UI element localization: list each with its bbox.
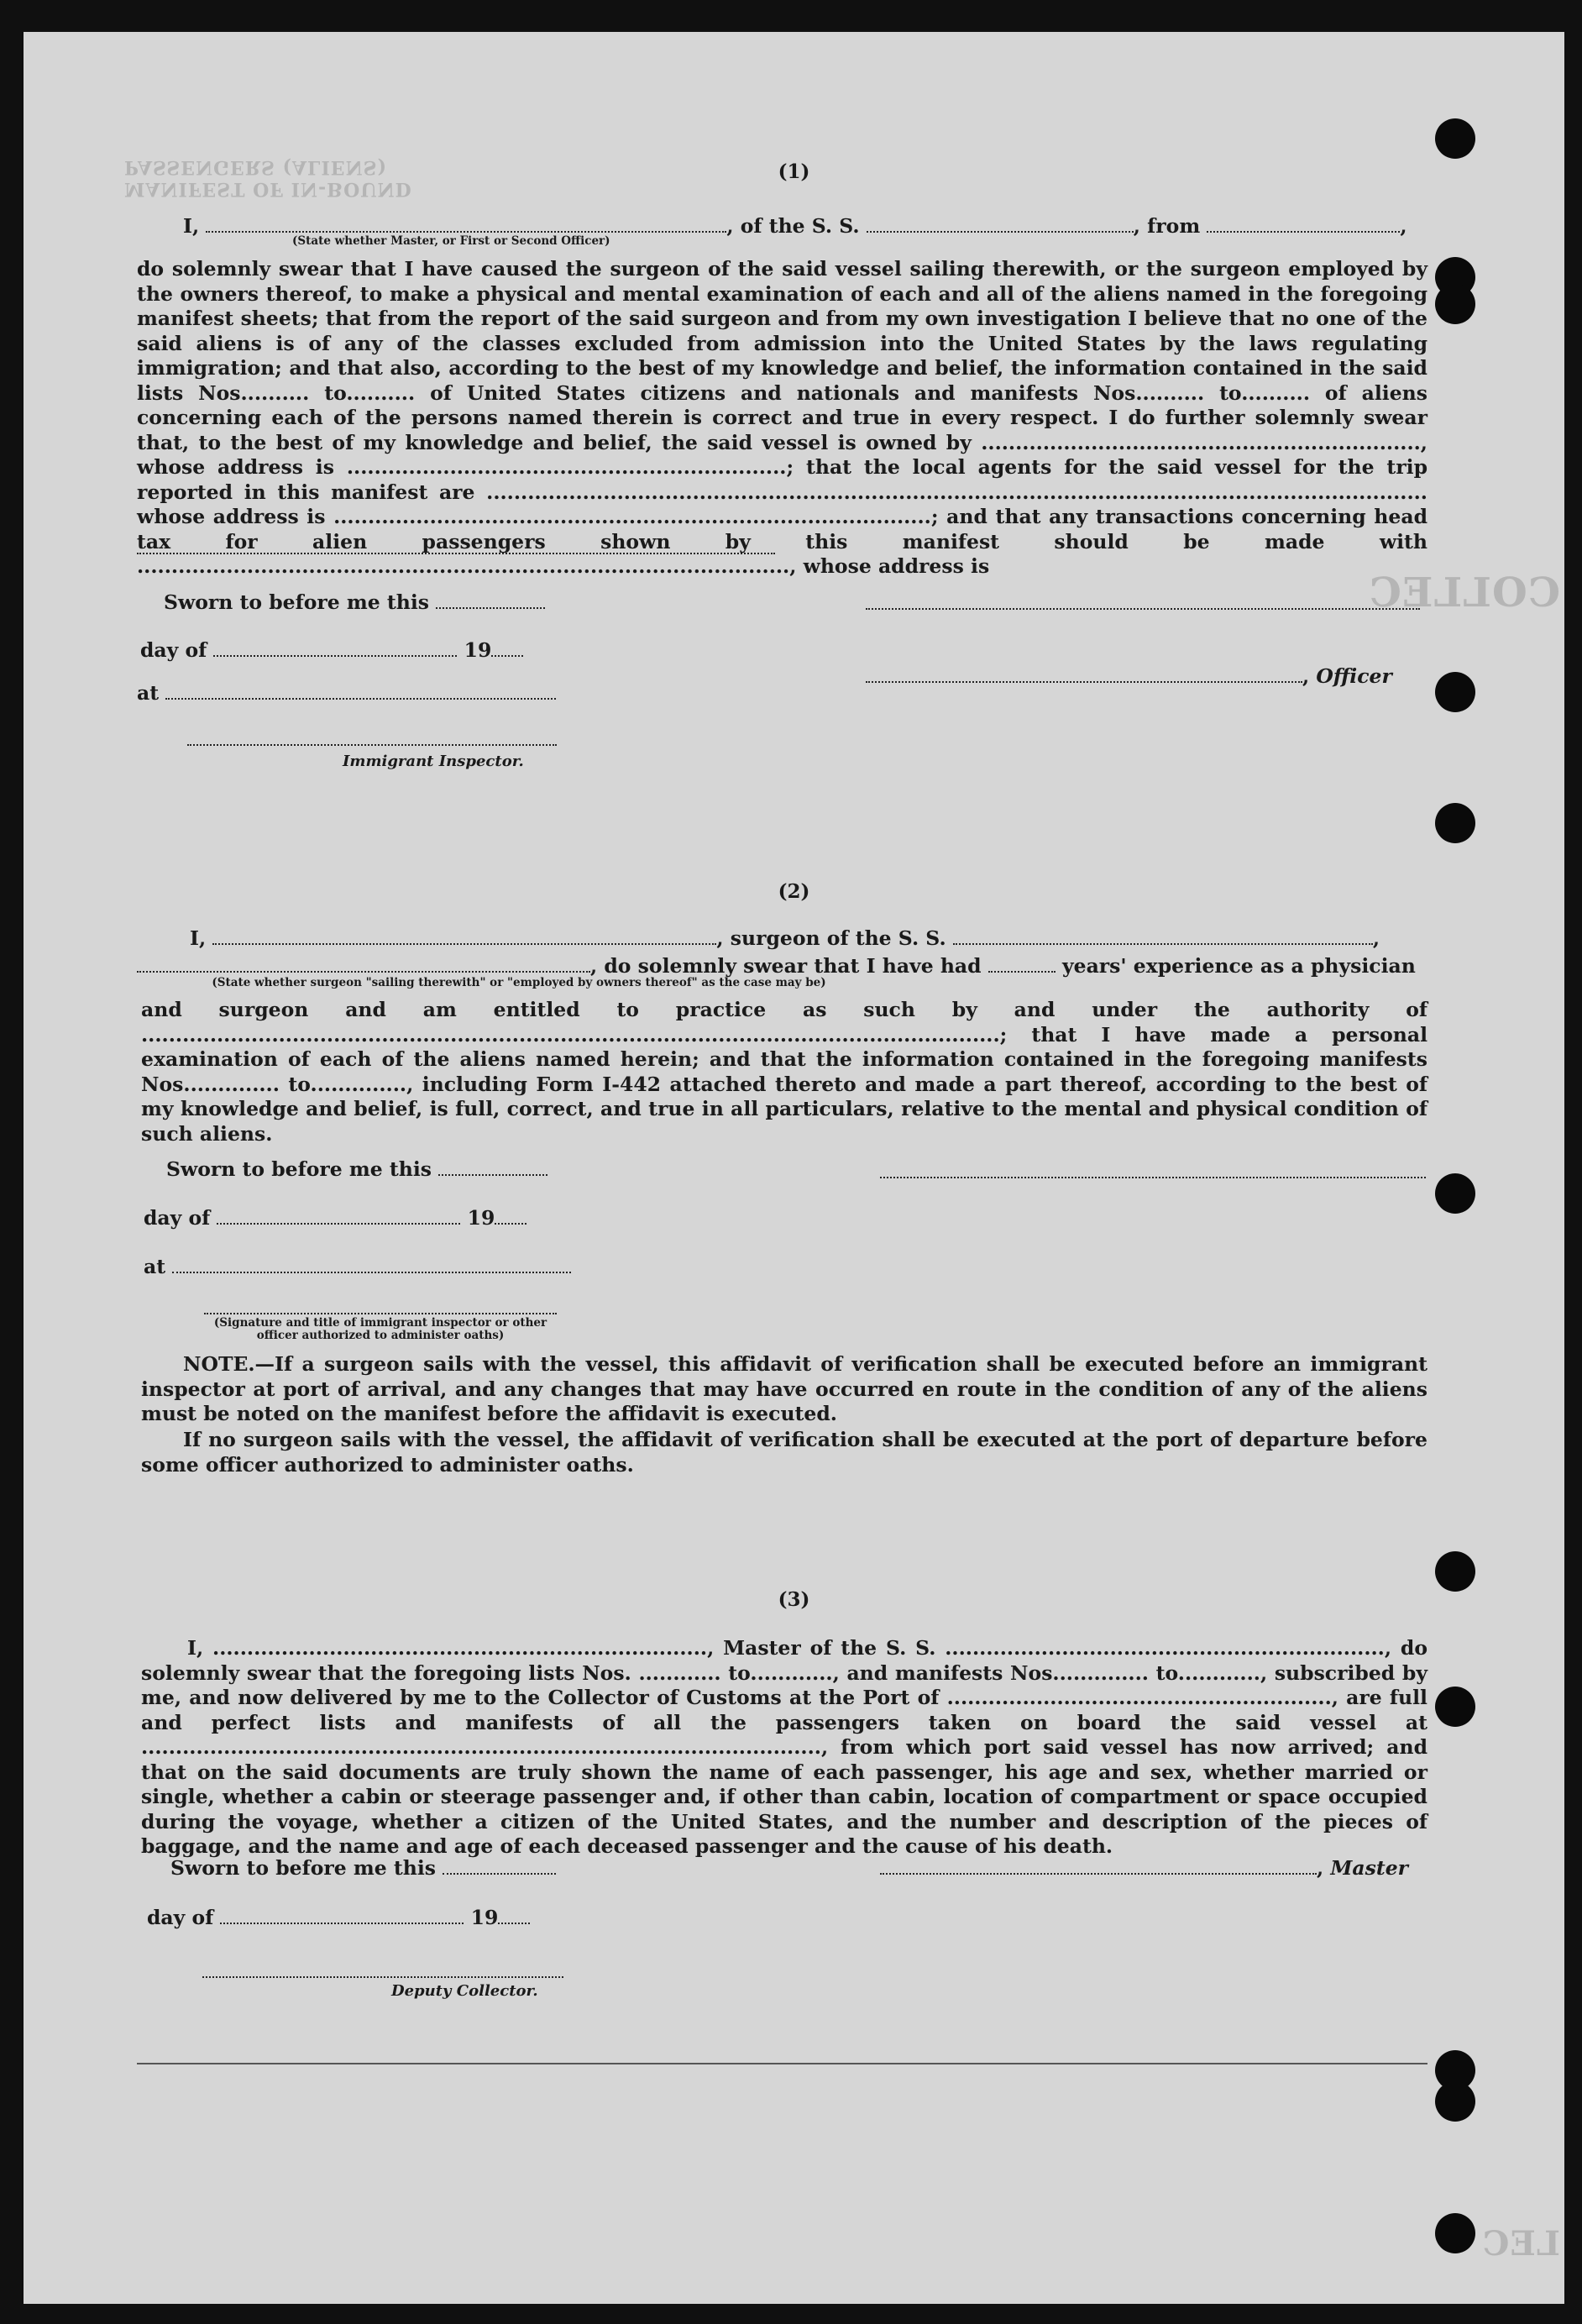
punch-hole <box>1435 1687 1475 1727</box>
section-1-number: (1) <box>778 160 810 183</box>
note-text: —If a surgeon sails with the vessel, this affidavit of verification shall be executed before an immigrant inspector at port of arrival, and any changes that may have occurred en route in the condition of any of the aliens must be noted on the manifest before the affidavit is executed. <box>141 1352 1427 1425</box>
sworn-day-field-3[interactable] <box>443 1858 556 1875</box>
collector-signature-line[interactable] <box>202 1976 563 1978</box>
section-1-officer: , Officer <box>866 664 1392 688</box>
section-2-sig-caption: (Signature and title of immigrant inspector or other officer authorized to administer oaths) <box>213 1316 547 1342</box>
section-2-sworn: Sworn to before me this <box>166 1157 547 1181</box>
years-experience-field[interactable] <box>988 956 1056 973</box>
punch-hole <box>1435 2081 1475 2122</box>
section-1-at: at <box>137 681 556 705</box>
day-of-field-2[interactable] <box>217 1208 460 1225</box>
section-2-number: (2) <box>778 880 810 903</box>
inspector-signature-line[interactable] <box>187 744 557 746</box>
vessel-name-field-2[interactable] <box>953 928 1373 945</box>
form-page <box>24 32 1564 2304</box>
section-1-rank-caption: (State whether Master, or First or Second Officer) <box>292 234 610 248</box>
year-field-3[interactable] <box>498 1907 530 1924</box>
section-2-note2: If no surgeon sails with the vessel, the affidavit of verification shall be executed at the port of departure before some officer authorized to administer oaths. <box>141 1428 1427 1477</box>
section-3-number: (3) <box>778 1588 810 1611</box>
section-1-from: from <box>1147 214 1201 238</box>
section-2-line1: I, , surgeon of the S. S. , <box>190 926 1380 950</box>
section-3-sworn: Sworn to before me this <box>170 1856 556 1880</box>
year-field-2[interactable] <box>495 1208 526 1225</box>
from-port-field[interactable] <box>1207 216 1400 233</box>
section-2-body: and surgeon and am entitled to practice as such by and under the authority of .............................................................................................................................; that I have made a personal examination of each of the aliens named herein; and that the information contained in the foregoing manifests Nos.............. to.............., including Form I-442 attached thereto and made a part thereof, according to the best of my knowledge and belief, is full, correct, and true in all particulars, relative to the mental and physical condition of such aliens. <box>141 998 1427 1146</box>
inspector-signature-line-2[interactable] <box>204 1313 557 1314</box>
punch-hole <box>1435 2213 1475 2253</box>
surgeon-name-field[interactable] <box>212 928 716 945</box>
surgeon-signature-line[interactable] <box>880 1177 1426 1178</box>
section-3-body: I, ........................................................................, Master of the S. S. ................................................................, do solemnly swear that the foregoing lists Nos. ............ to............, and manifests Nos.............. to............, subscribed by me, and now delivered by me to the Collector of Customs at the Port of ........................................................, are full and perfect lists and manifests of all the passengers taken on board the said vessel at ..................................................................................................., from which port said vessel has now arrived; and that on the said documents are truly shown the name of each passenger, his age and sex, whether married or single, whether a cabin or steerage passenger and, if other than cabin, location of compartment or space occupied during the voyage, whether a citizen of the United States, and the number and description of the pieces of baggage, and the name and age of each deceased passenger and the cause of his death. <box>141 1636 1427 1858</box>
section-2-day-of: day of 19 <box>144 1206 526 1230</box>
officer-signature-line-1[interactable] <box>866 608 1420 610</box>
note-label: NOTE. <box>183 1352 255 1376</box>
day-of-field[interactable] <box>213 640 457 657</box>
punch-hole <box>1435 1551 1475 1592</box>
section-1-body: do solemnly swear that I have caused the surgeon of the said vessel sailing therewith, or the surgeon employed by the owners thereof, to make a physical and mental examination of each and all of the aliens named in the foregoing manifest sheets; that from the report of the said surgeon and from my own investigation I believe that no one of the said aliens is of any of the classes excluded from admission into the United States by the laws regulating immigration; and that also, according to the best of my knowledge and belief, the information contained in the said lists Nos.......... to.......... of United States citizens and nationals and manifests Nos.......... to.......... of aliens concerning each of the persons named therein is correct and true in every respect. I do further solemnly swear that, to the best of my knowledge and belief, the said vessel is owned by ................................................................, whose address is ................................................................; that the local agents for the said vessel for the trip reported in this manifest are ......................................................................................................................................... whose address is .......................................................................................; and that any transactions concerning head tax for alien passengers shown by this manifest should be made with ..............................................................................................., whose address is <box>137 257 1427 578</box>
bleed-through-header: MANIFEST OF IN-BOUND PASSENGERS (ALIENS) <box>124 156 412 200</box>
section-3-day-of: day of 19 <box>147 1906 530 1929</box>
at-place-field-2[interactable] <box>172 1256 571 1273</box>
address-continuation-line[interactable] <box>137 553 775 554</box>
punch-hole <box>1435 803 1475 843</box>
section-2-surgeon-caption: (State whether surgeon "sailing therewith" or "employed by owners thereof" as the case may be) <box>212 976 826 989</box>
section-2-line2: , do solemnly swear that I have had years' experience as a physician <box>137 954 1416 978</box>
punch-hole <box>1435 1173 1475 1214</box>
punch-hole <box>1435 672 1475 712</box>
deputy-collector-label: Deputy Collector. <box>391 1982 538 2000</box>
section-1-line1: I, , of the S. S. , from , <box>183 214 1407 238</box>
section-3-master: , Master <box>880 1856 1408 1880</box>
section-1-of-ss: of the S. S. <box>740 214 860 238</box>
immigrant-inspector-label: Immigrant Inspector. <box>343 753 524 770</box>
section-2-at: at <box>144 1255 571 1278</box>
year-field[interactable] <box>491 640 523 657</box>
at-place-field[interactable] <box>165 683 556 700</box>
officer-rank-field[interactable] <box>206 216 726 233</box>
sworn-day-field[interactable] <box>436 592 545 609</box>
section-1-sworn: Sworn to before me this <box>164 590 545 614</box>
sworn-day-field-2[interactable] <box>438 1159 547 1176</box>
bottom-rule <box>137 2063 1427 2064</box>
punch-hole <box>1435 118 1475 159</box>
bleed-through-footer: LEC <box>1481 2224 1560 2264</box>
surgeon-type-field[interactable] <box>137 956 590 973</box>
master-signature-line[interactable] <box>880 1858 1317 1875</box>
punch-hole <box>1435 284 1475 324</box>
officer-signature-line-2[interactable] <box>866 666 1302 683</box>
section-2-note <box>141 1352 1427 1427</box>
vessel-name-field[interactable] <box>867 216 1134 233</box>
section-1-day-of: day of 19 <box>140 638 523 662</box>
section-1-i: I, <box>183 214 200 238</box>
bleed-through-stamp: COLLEC <box>1368 569 1560 616</box>
day-of-field-3[interactable] <box>220 1907 464 1924</box>
